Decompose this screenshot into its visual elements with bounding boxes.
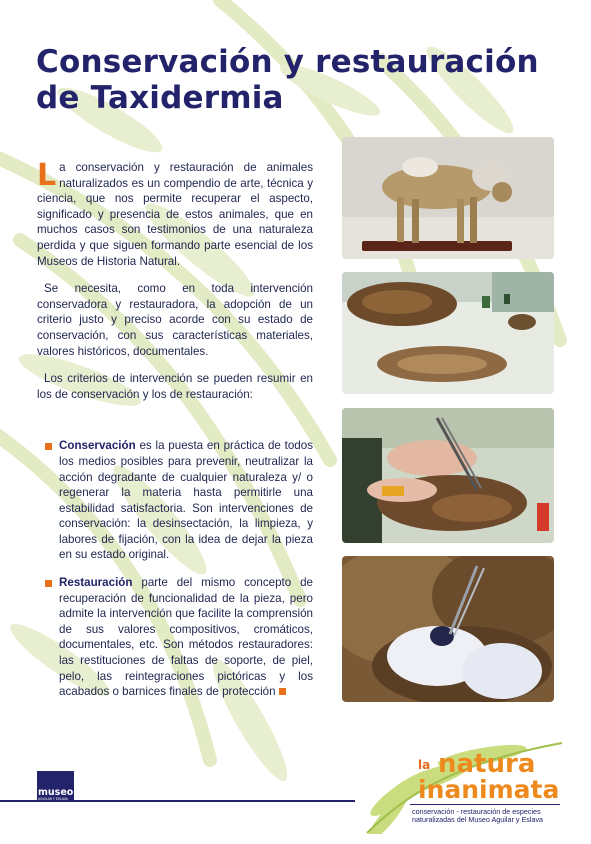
end-square-icon: [279, 688, 286, 695]
bullet-restauracion: [37, 575, 313, 700]
bullet-square-icon: [45, 443, 52, 450]
inanimata-word-text: inanimata: [418, 775, 560, 804]
workbench-hides-photo: [342, 272, 554, 394]
bullet-text-conservacion: es la puesta en práctica de todos los medios posibles para prevenir, neutralizar la acción degradante de cualquier naturaleza y/ o regenerar la materia hasta permitirle una estabilidad satisfactoria. Son intervenciones de conservación: la desinsectación, la limpieza, y labores de fijación, con la idea de dejar la pieza en su estado original.: [59, 439, 313, 562]
bullet-conservacion: [37, 438, 313, 563]
museo-logo-text: museo: [38, 787, 74, 798]
natura-inanimata-logo: [362, 738, 572, 834]
bullet-square-icon: [45, 580, 52, 587]
natura-la-text: la: [418, 758, 431, 772]
page-title: [36, 44, 566, 116]
bullet-term-conservacion: Conservación: [59, 439, 136, 453]
museo-logo-subtext: AGUILAR Y ESLAVA: [38, 797, 68, 801]
natura-word-text: natura: [438, 749, 536, 779]
title-line-1: Conservación y restauración: [36, 44, 539, 80]
taxidermy-lamb-photo: [342, 137, 554, 259]
logo-underline: [410, 804, 560, 805]
intro-text: a conservación y restauración de animales naturalizados es un compendio de arte, técnica y ciencia, que nos permite recuperar el aspecto, significado y presencia de estos animales, que en muchos casos son testimonios de una naturaleza perdida y que siguen formando parte esencial de los Museos de Historia Natural.: [37, 161, 313, 268]
title-line-2: de Taxidermia: [36, 80, 284, 116]
logo-subtitle-line-1: conservación - restauración de especies: [412, 807, 541, 816]
paragraph-criterio: Se necesita, como en toda intervención conservadora y restauradora, la adopción de un criterio justo y preciso acorde con su estado de conservación, con sus características materiales, valores históricos, documentales.: [37, 282, 313, 358]
logo-subtitle-line-2: naturalizadas del Museo Aguilar y Eslava: [412, 815, 544, 824]
tweezers-repair-photo: [342, 408, 554, 543]
bullet-term-restauracion: Restauración: [59, 576, 133, 590]
intro-paragraph: [37, 160, 313, 269]
museo-logo: [37, 771, 74, 802]
bullet-text-restauracion: parte del mismo concepto de recuperación de funcionalidad de la pieza, pero admite la intervención que facilite la comprensión de sus valores compositivos, cromáticos, documentales, etc. Son métodos restauradores: las restituciones de faltas de soporte, de piel, pelo, las reintegraciones pictóricas y los acabados o barnices finales de protección: [59, 576, 313, 699]
body-text: [37, 160, 313, 712]
gloved-hands-restoration-photo: [342, 556, 554, 702]
paragraph-criterios: Los criterios de intervención se pueden resumir en los de conservación y los de restauración:: [37, 372, 313, 401]
drop-cap: L: [37, 158, 57, 193]
